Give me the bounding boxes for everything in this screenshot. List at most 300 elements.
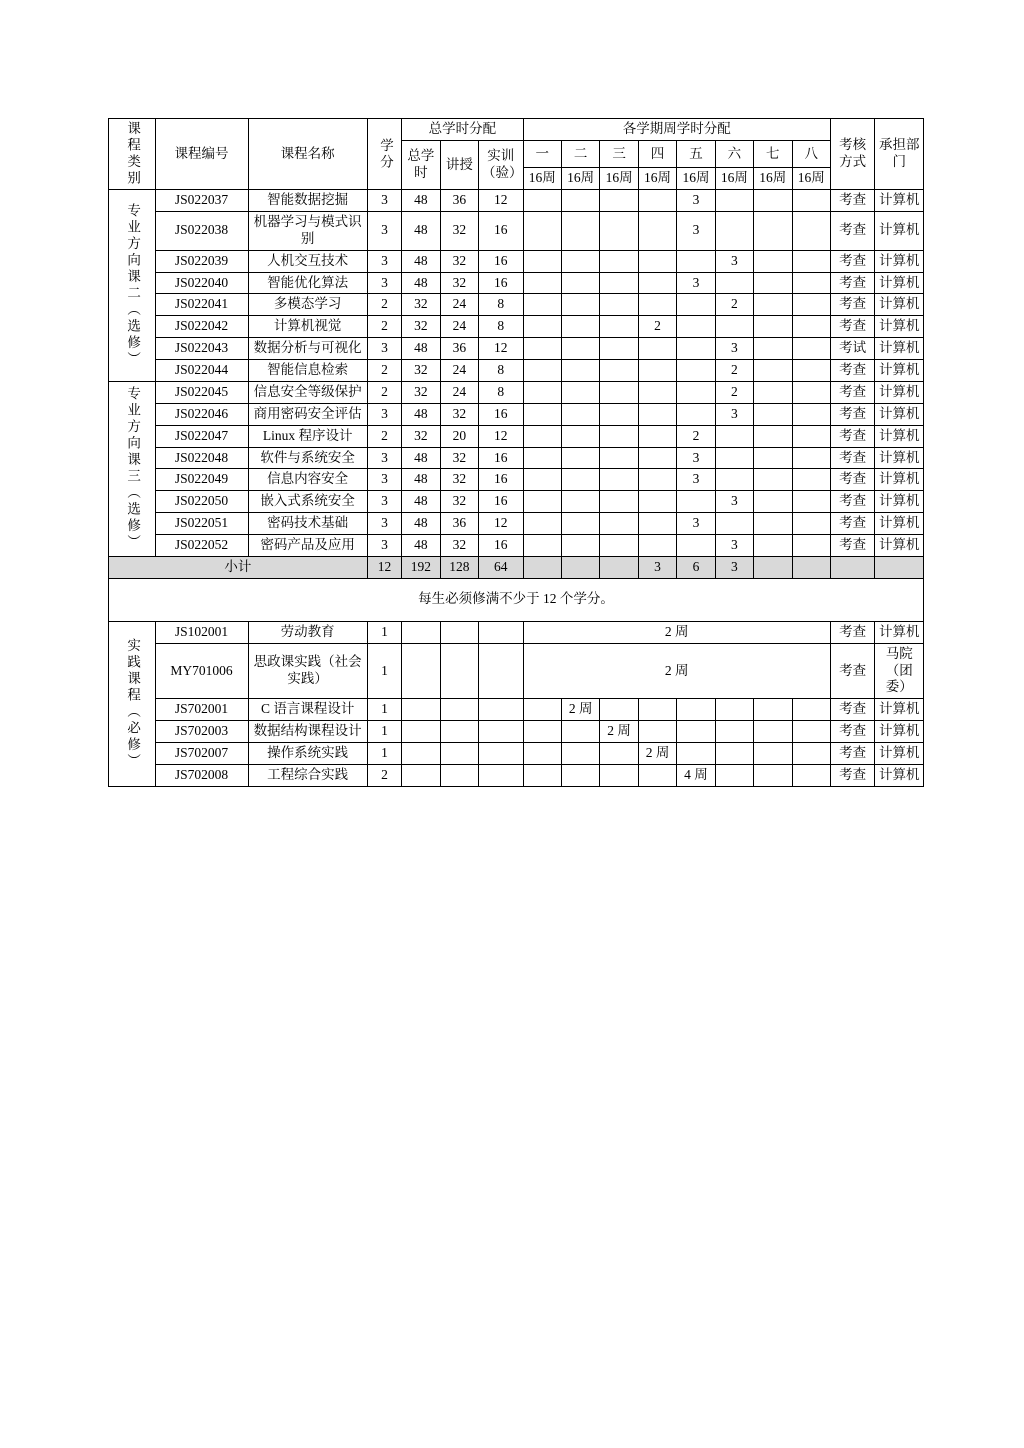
course-dept: 计算机: [875, 764, 924, 786]
course-term-4: [638, 425, 676, 447]
course-credit: 3: [367, 469, 401, 491]
course-lab-hours: 12: [479, 513, 524, 535]
course-exam-type: 考查: [830, 425, 874, 447]
course-credit: 3: [367, 535, 401, 557]
course-term-3: [600, 469, 638, 491]
header-credit: [367, 119, 401, 190]
course-exam-type: 考查: [830, 447, 874, 469]
course-term-1: [523, 360, 561, 382]
header-term-6: 六: [715, 140, 753, 167]
course-credit: 3: [367, 338, 401, 360]
header-weeks-5: 16周: [677, 168, 715, 190]
subtotal-row: [109, 556, 924, 578]
course-term-5: [677, 743, 715, 765]
course-exam-type: 考查: [830, 403, 874, 425]
course-term-6: 2: [715, 381, 753, 403]
course-lecture-hours: 36: [440, 190, 478, 212]
course-lecture-hours: 36: [440, 513, 478, 535]
course-lab-hours: [479, 764, 524, 786]
course-term-1: [523, 211, 561, 250]
course-term-3: [600, 381, 638, 403]
course-term-6: 2: [715, 360, 753, 382]
course-credit: 2: [367, 360, 401, 382]
course-term-6: [715, 211, 753, 250]
course-total-hours: 48: [402, 491, 440, 513]
course-term-2: [561, 211, 599, 250]
course-term-5: [677, 491, 715, 513]
subtotal-term-6: 3: [715, 556, 753, 578]
course-term-3: [600, 316, 638, 338]
table-row: [109, 764, 924, 786]
course-name: 软件与系统安全: [248, 447, 367, 469]
course-term-8: [792, 403, 830, 425]
course-term-7: [754, 513, 792, 535]
course-term-5: 3: [677, 272, 715, 294]
course-total-hours: 48: [402, 469, 440, 491]
course-code: JS022049: [155, 469, 248, 491]
course-name: 人机交互技术: [248, 250, 367, 272]
course-lecture-hours: 36: [440, 338, 478, 360]
header-credit-label: 学分: [377, 137, 393, 171]
course-exam-type: 考查: [830, 381, 874, 403]
course-term-6: [715, 743, 753, 765]
table-row: [109, 360, 924, 382]
course-dept: 计算机: [875, 721, 924, 743]
course-term-1: [523, 316, 561, 338]
course-term-1: [523, 294, 561, 316]
header-total-group: 总学时分配: [402, 119, 523, 141]
course-term-8: [792, 513, 830, 535]
course-lab-hours: 12: [479, 425, 524, 447]
course-term-4: [638, 294, 676, 316]
course-lecture-hours: 32: [440, 403, 478, 425]
course-dept: 计算机: [875, 316, 924, 338]
course-term-4: [638, 403, 676, 425]
course-credit: 3: [367, 250, 401, 272]
course-credit: 2: [367, 316, 401, 338]
course-lab-hours: [479, 643, 524, 699]
course-lab-hours: [479, 699, 524, 721]
table-body: [109, 190, 924, 787]
table-row: [109, 743, 924, 765]
course-term-3: [600, 211, 638, 250]
course-credit: 1: [367, 743, 401, 765]
subtotal-lab-hours: 64: [479, 556, 524, 578]
course-term-1: [523, 764, 561, 786]
course-term-2: [561, 360, 599, 382]
course-term-5: [677, 381, 715, 403]
course-term-3: [600, 425, 638, 447]
subtotal-term-2: [561, 556, 599, 578]
course-term-4: 2: [638, 316, 676, 338]
course-term-8: [792, 211, 830, 250]
course-term-4: [638, 764, 676, 786]
course-term-2: [561, 272, 599, 294]
course-lecture-hours: 24: [440, 360, 478, 382]
course-name: 操作系统实践: [248, 743, 367, 765]
course-term-3: [600, 743, 638, 765]
course-term-5: [677, 721, 715, 743]
table-row: [109, 272, 924, 294]
course-lecture-hours: 24: [440, 294, 478, 316]
course-lab-hours: 16: [479, 491, 524, 513]
course-term-7: [754, 381, 792, 403]
header-category-label: 课程类别: [125, 121, 141, 187]
course-lecture-hours: [440, 699, 478, 721]
course-term-4: [638, 272, 676, 294]
course-code: MY701006: [155, 643, 248, 699]
course-term-1: [523, 513, 561, 535]
subtotal-dept: [875, 556, 924, 578]
course-term-8: [792, 447, 830, 469]
course-term-8: [792, 743, 830, 765]
group-category-label: [112, 638, 152, 770]
course-term-7: [754, 699, 792, 721]
table-row: [109, 211, 924, 250]
course-term-1: [523, 250, 561, 272]
course-term-4: [638, 447, 676, 469]
course-lab-hours: 8: [479, 381, 524, 403]
course-credit: 1: [367, 621, 401, 643]
course-credit: 2: [367, 294, 401, 316]
table-row: [109, 621, 924, 643]
course-lab-hours: 12: [479, 338, 524, 360]
group-category-text: 专业方向课二（选修）: [125, 202, 141, 368]
header-name: 课程名称: [248, 119, 367, 190]
table-row: [109, 491, 924, 513]
course-lecture-hours: 24: [440, 381, 478, 403]
course-term-8: [792, 272, 830, 294]
subtotal-exam: [830, 556, 874, 578]
subtotal-label: 小计: [109, 556, 368, 578]
course-code: JS022043: [155, 338, 248, 360]
course-term-3: [600, 513, 638, 535]
course-lab-hours: 16: [479, 469, 524, 491]
course-total-hours: [402, 643, 440, 699]
course-lab-hours: 16: [479, 535, 524, 557]
course-dept: 计算机: [875, 338, 924, 360]
table-row: [109, 381, 924, 403]
table-row: [109, 294, 924, 316]
course-term-7: [754, 721, 792, 743]
course-lecture-hours: 32: [440, 491, 478, 513]
course-name: 嵌入式系统安全: [248, 491, 367, 513]
header-lab: 实训（验）: [479, 140, 524, 189]
course-term-3: [600, 447, 638, 469]
table-row: [109, 513, 924, 535]
course-code: JS702003: [155, 721, 248, 743]
subtotal-term-7: [754, 556, 792, 578]
course-dept: 计算机: [875, 447, 924, 469]
course-term-6: [715, 513, 753, 535]
course-credit: 1: [367, 721, 401, 743]
table-row: [109, 250, 924, 272]
course-term-4: [638, 699, 676, 721]
course-term-4: [638, 491, 676, 513]
course-lab-hours: 16: [479, 272, 524, 294]
header-term-8: 八: [792, 140, 830, 167]
course-code: JS022040: [155, 272, 248, 294]
table-row: [109, 447, 924, 469]
course-lecture-hours: 32: [440, 250, 478, 272]
course-term-4: [638, 338, 676, 360]
course-credit: 2: [367, 425, 401, 447]
course-term-4: [638, 381, 676, 403]
course-term-1: [523, 743, 561, 765]
course-total-hours: 32: [402, 316, 440, 338]
header-lecture: 讲授: [440, 140, 478, 189]
group-category-label: [112, 386, 152, 551]
course-term-8: [792, 764, 830, 786]
course-credit: 3: [367, 403, 401, 425]
course-lab-hours: 12: [479, 190, 524, 212]
course-lab-hours: [479, 721, 524, 743]
note-row: [109, 578, 924, 621]
course-exam-type: 考查: [830, 491, 874, 513]
course-term-6: 3: [715, 491, 753, 513]
course-total-hours: [402, 621, 440, 643]
course-term-6: [715, 469, 753, 491]
header-exam: [830, 119, 874, 190]
table-row: [109, 721, 924, 743]
course-code: JS702008: [155, 764, 248, 786]
course-term-5: [677, 699, 715, 721]
course-practice-weeks: 4 周: [677, 764, 715, 786]
subtotal-credit: 12: [367, 556, 401, 578]
course-name: 智能信息检索: [248, 360, 367, 382]
header-dept-label: 承担部门: [878, 137, 920, 169]
course-term-8: [792, 469, 830, 491]
course-name: 多模态学习: [248, 294, 367, 316]
course-term-2: [561, 381, 599, 403]
course-total-hours: 32: [402, 381, 440, 403]
course-term-3: [600, 190, 638, 212]
course-term-2: [561, 316, 599, 338]
course-total-hours: [402, 743, 440, 765]
course-term-7: [754, 403, 792, 425]
course-lecture-hours: 32: [440, 272, 478, 294]
course-code: JS102001: [155, 621, 248, 643]
course-practice-weeks: 2 周: [600, 721, 638, 743]
course-code: JS022044: [155, 360, 248, 382]
course-term-5: [677, 403, 715, 425]
group-category-2: [109, 381, 156, 556]
course-exam-type: 考查: [830, 743, 874, 765]
course-term-3: [600, 360, 638, 382]
course-term-5: [677, 360, 715, 382]
course-dept-main: 马院: [885, 645, 913, 661]
course-term-4: [638, 513, 676, 535]
course-term-3: [600, 699, 638, 721]
course-term-1: [523, 190, 561, 212]
course-term-8: [792, 491, 830, 513]
course-term-2: [561, 190, 599, 212]
header-term-2: 二: [561, 140, 599, 167]
course-practice-weeks: 2 周: [523, 621, 830, 643]
table-header: [109, 119, 924, 190]
course-term-6: [715, 316, 753, 338]
course-term-4: [638, 721, 676, 743]
course-exam-type: 考查: [830, 513, 874, 535]
course-name: Linux 程序设计: [248, 425, 367, 447]
header-weeks-4: 16周: [638, 168, 676, 190]
course-code: JS702001: [155, 699, 248, 721]
course-dept: 计算机: [875, 621, 924, 643]
course-total-hours: 48: [402, 338, 440, 360]
course-term-6: [715, 721, 753, 743]
course-term-2: [561, 535, 599, 557]
course-exam-type: 考查: [830, 294, 874, 316]
course-lecture-hours: 32: [440, 535, 478, 557]
course-credit: 2: [367, 764, 401, 786]
course-dept: 计算机: [875, 699, 924, 721]
course-term-1: [523, 338, 561, 360]
table-row: [109, 535, 924, 557]
course-term-1: [523, 699, 561, 721]
course-total-hours: [402, 764, 440, 786]
course-term-7: [754, 447, 792, 469]
course-credit: 1: [367, 643, 401, 699]
subtotal-total-hours: 192: [402, 556, 440, 578]
course-term-1: [523, 447, 561, 469]
header-weeks-3: 16周: [600, 168, 638, 190]
course-code: JS022037: [155, 190, 248, 212]
header-weeks-2: 16周: [561, 168, 599, 190]
course-term-2: [561, 743, 599, 765]
course-term-6: [715, 272, 753, 294]
course-name: 商用密码安全评估: [248, 403, 367, 425]
course-code: JS022039: [155, 250, 248, 272]
course-practice-weeks: 2 周: [561, 699, 599, 721]
credit-requirement-note: 每生必须修满不少于 12 个学分。: [109, 578, 924, 621]
course-code: JS022050: [155, 491, 248, 513]
course-dept: 计算机: [875, 250, 924, 272]
header-dept: [875, 119, 924, 190]
course-practice-weeks: 2 周: [638, 743, 676, 765]
course-lab-hours: 8: [479, 294, 524, 316]
course-term-6: [715, 764, 753, 786]
header-term-4: 四: [638, 140, 676, 167]
table-row: [109, 338, 924, 360]
course-term-4: [638, 250, 676, 272]
course-name: 机器学习与模式识别: [248, 211, 367, 250]
course-code: JS022042: [155, 316, 248, 338]
subtotal-term-5: 6: [677, 556, 715, 578]
course-dept: 计算机: [875, 535, 924, 557]
course-exam-type: 考查: [830, 643, 874, 699]
course-term-7: [754, 211, 792, 250]
course-exam-type: 考查: [830, 621, 874, 643]
course-term-7: [754, 535, 792, 557]
course-code: JS022047: [155, 425, 248, 447]
group-category-text: 专业方向课三（选修）: [125, 386, 141, 552]
course-term-1: [523, 535, 561, 557]
course-term-7: [754, 764, 792, 786]
course-name: 数据结构课程设计: [248, 721, 367, 743]
course-term-8: [792, 381, 830, 403]
course-term-8: [792, 338, 830, 360]
course-dept-sub: （团委）: [885, 662, 913, 695]
course-term-3: [600, 250, 638, 272]
table-row: [109, 403, 924, 425]
course-term-2: [561, 721, 599, 743]
course-dept: 计算机: [875, 190, 924, 212]
course-term-5: 2: [677, 425, 715, 447]
header-term-1: 一: [523, 140, 561, 167]
course-dept: 计算机: [875, 513, 924, 535]
header-total-hours: 总学时: [402, 140, 440, 189]
course-lab-hours: 16: [479, 403, 524, 425]
course-term-6: [715, 190, 753, 212]
course-credit: 3: [367, 272, 401, 294]
course-exam-type: 考查: [830, 190, 874, 212]
course-term-8: [792, 294, 830, 316]
subtotal-term-8: [792, 556, 830, 578]
course-term-2: [561, 294, 599, 316]
header-terms-group: 各学期周学时分配: [523, 119, 830, 141]
course-term-1: [523, 272, 561, 294]
course-term-7: [754, 425, 792, 447]
course-code: JS022046: [155, 403, 248, 425]
course-term-7: [754, 469, 792, 491]
course-term-3: [600, 535, 638, 557]
course-credit: 3: [367, 190, 401, 212]
course-term-2: [561, 491, 599, 513]
course-total-hours: [402, 699, 440, 721]
course-term-8: [792, 316, 830, 338]
course-name: 数据分析与可视化: [248, 338, 367, 360]
subtotal-term-1: [523, 556, 561, 578]
course-credit: 3: [367, 447, 401, 469]
course-dept: 计算机: [875, 469, 924, 491]
course-term-8: [792, 721, 830, 743]
course-lab-hours: 16: [479, 211, 524, 250]
table-row: [109, 425, 924, 447]
course-term-8: [792, 699, 830, 721]
course-exam-type: 考查: [830, 211, 874, 250]
course-term-2: [561, 469, 599, 491]
course-term-5: [677, 535, 715, 557]
group-category-1: [109, 190, 156, 382]
course-lab-hours: [479, 743, 524, 765]
course-term-3: [600, 272, 638, 294]
course-exam-type: 考查: [830, 360, 874, 382]
course-code: JS022051: [155, 513, 248, 535]
course-dept: 计算机: [875, 360, 924, 382]
course-lecture-hours: 32: [440, 211, 478, 250]
course-credit: 3: [367, 491, 401, 513]
course-name: 思政课实践（社会实践）: [248, 643, 367, 699]
course-dept: 计算机: [875, 425, 924, 447]
course-exam-type: 考查: [830, 250, 874, 272]
table-row: [109, 316, 924, 338]
course-name: 信息内容安全: [248, 469, 367, 491]
course-term-8: [792, 250, 830, 272]
course-dept: 计算机: [875, 403, 924, 425]
course-total-hours: 32: [402, 425, 440, 447]
header-term-3: 三: [600, 140, 638, 167]
header-weeks-1: 16周: [523, 168, 561, 190]
course-lecture-hours: 32: [440, 469, 478, 491]
course-term-6: 3: [715, 338, 753, 360]
course-term-7: [754, 190, 792, 212]
course-code: JS022052: [155, 535, 248, 557]
course-term-7: [754, 272, 792, 294]
header-term-7: 七: [754, 140, 792, 167]
course-term-6: [715, 699, 753, 721]
course-total-hours: 48: [402, 190, 440, 212]
course-lecture-hours: [440, 764, 478, 786]
